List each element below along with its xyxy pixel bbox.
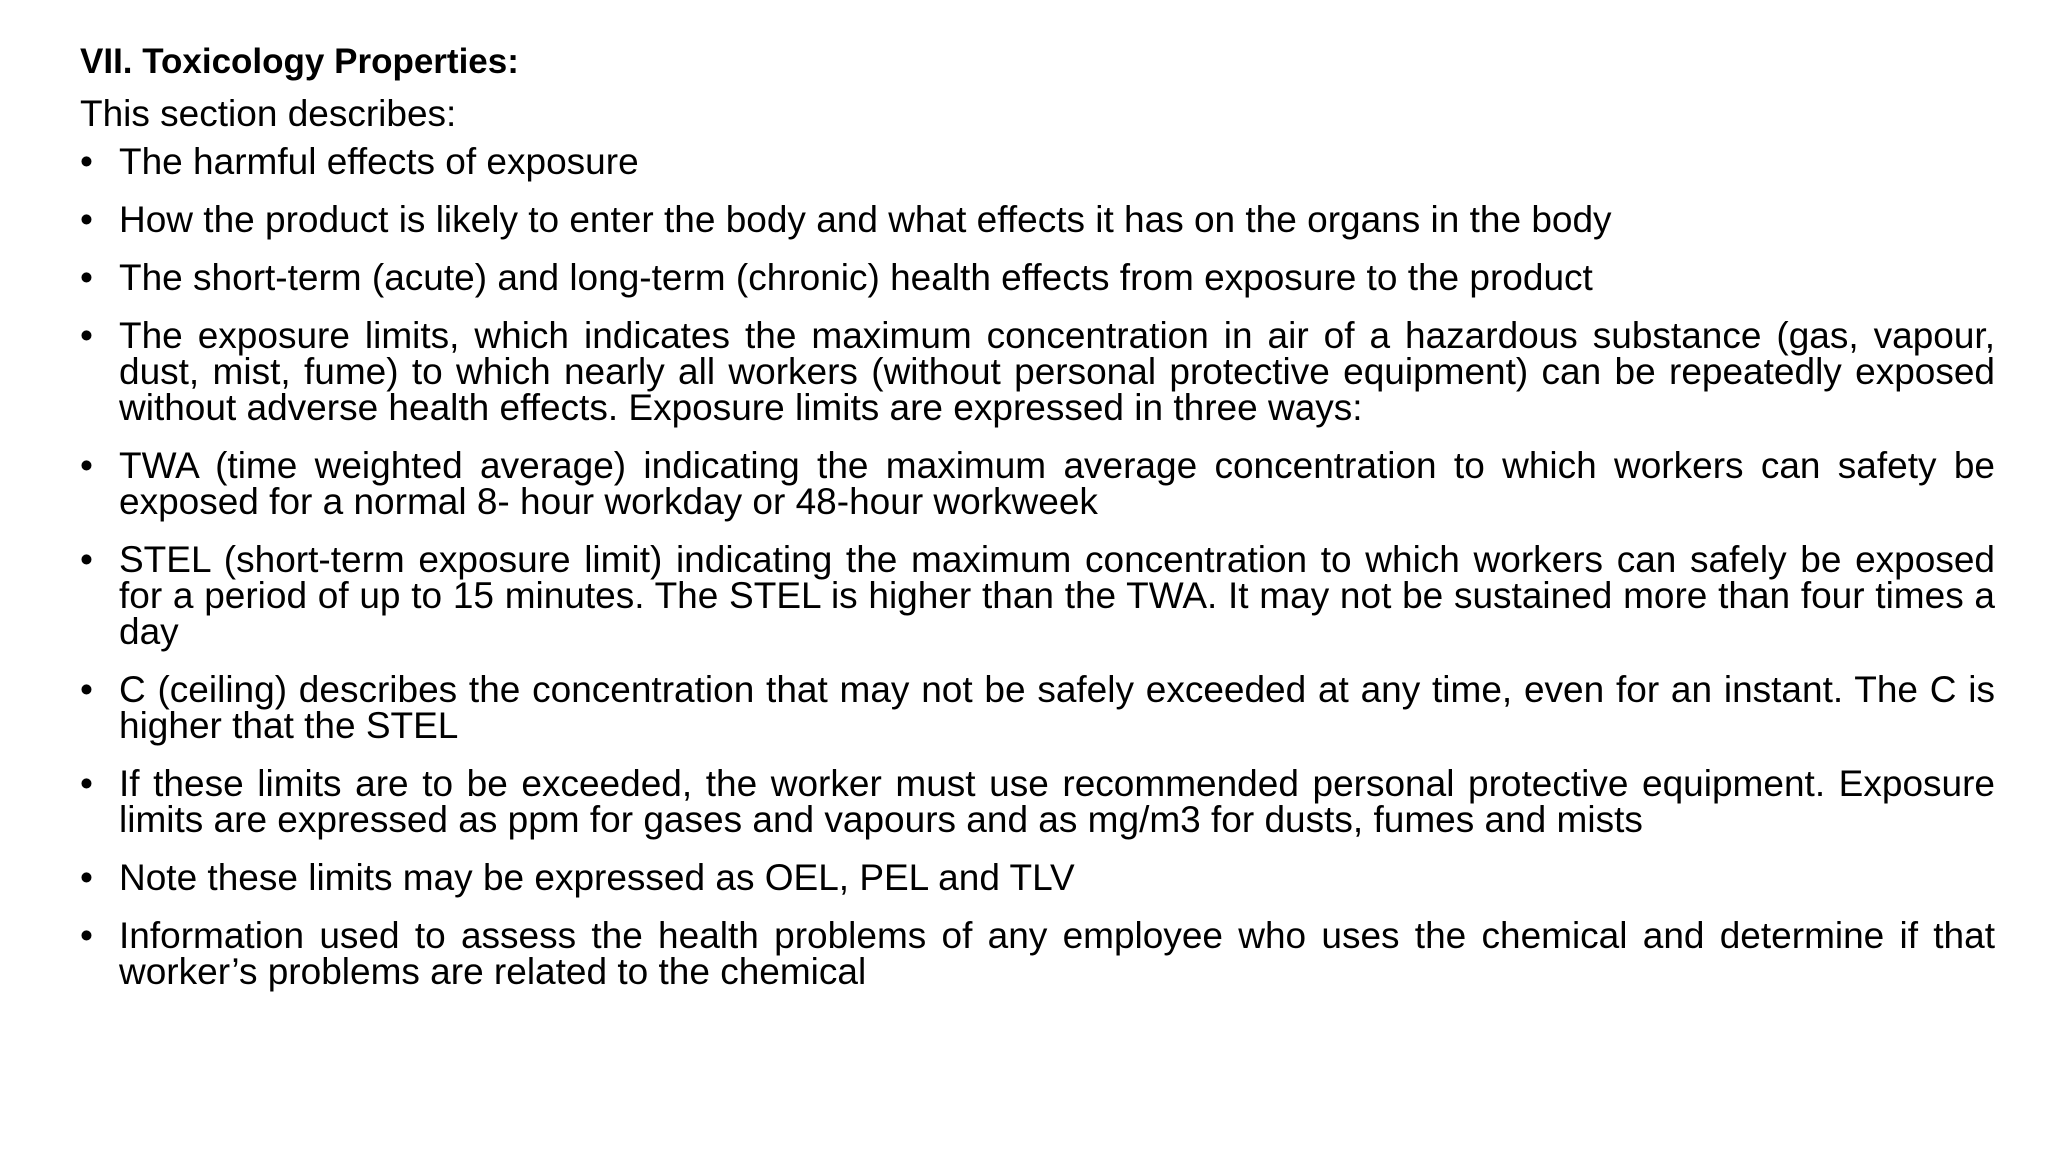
bullet-icon: • [80, 445, 93, 486]
list-item-text: STEL (short-term exposure limit) indicating the maximum concentration to which workers can safely be exposed for a period of up to 15 minutes. The STEL is higher than the TWA. It may not be sustained more than four times a day [119, 539, 1995, 652]
list-item [80, 669, 1995, 746]
slide-content [80, 38, 1995, 1012]
list-item [80, 445, 1995, 522]
bullet-icon: • [80, 763, 93, 804]
list-item [80, 763, 1995, 840]
list-item-text: If these limits are to be exceeded, the worker must use recommended personal protective equipment. Exposure limits are expressed as ppm for gases and vapours and as mg/m3 for dusts, fumes and mists [119, 763, 1995, 840]
list-item [80, 199, 1995, 240]
list-item-text: Information used to assess the health problems of any employee who uses the chemical and determine if that worker’s problems are related to the chemical [119, 915, 1995, 992]
bullet-icon: • [80, 857, 93, 898]
section-title: VII. Toxicology Properties: [80, 42, 519, 81]
bullet-icon: • [80, 257, 93, 298]
list-item [80, 141, 1995, 182]
list-item [80, 315, 1995, 428]
list-item-text: The short-term (acute) and long-term (chronic) health effects from exposure to the product [119, 257, 1593, 298]
list-item-text: TWA (time weighted average) indicating the maximum average concentration to which workers can safety be exposed for a normal 8- hour workday or 48-hour workweek [119, 445, 1995, 522]
bullet-icon: • [80, 539, 93, 580]
bullet-icon: • [80, 315, 93, 356]
bullet-icon: • [80, 915, 93, 956]
list-item-text: Note these limits may be expressed as OEL, PEL and TLV [119, 857, 1075, 898]
bullet-icon: • [80, 141, 93, 182]
list-item-text: How the product is likely to enter the body and what effects it has on the organs in the body [119, 199, 1612, 240]
list-item-text: The harmful effects of exposure [119, 141, 639, 182]
list-item [80, 915, 1995, 992]
list-item [80, 257, 1995, 298]
bullet-icon: • [80, 669, 93, 710]
list-item [80, 857, 1995, 898]
list-item [80, 539, 1995, 652]
list-item-text: C (ceiling) describes the concentration that may not be safely exceeded at any time, even for an instant. The C is higher that the STEL [119, 669, 1995, 746]
bullet-list [80, 141, 1995, 992]
section-intro: This section describes: [80, 93, 457, 134]
bullet-icon: • [80, 199, 93, 240]
list-item-text: The exposure limits, which indicates the maximum concentration in air of a hazardous substance (gas, vapour, dust, mist, fume) to which nearly all workers (without personal protective equipment) can be repeatedly exposed without adverse health effects. Exposure limits are expressed in three ways: [119, 315, 1995, 428]
